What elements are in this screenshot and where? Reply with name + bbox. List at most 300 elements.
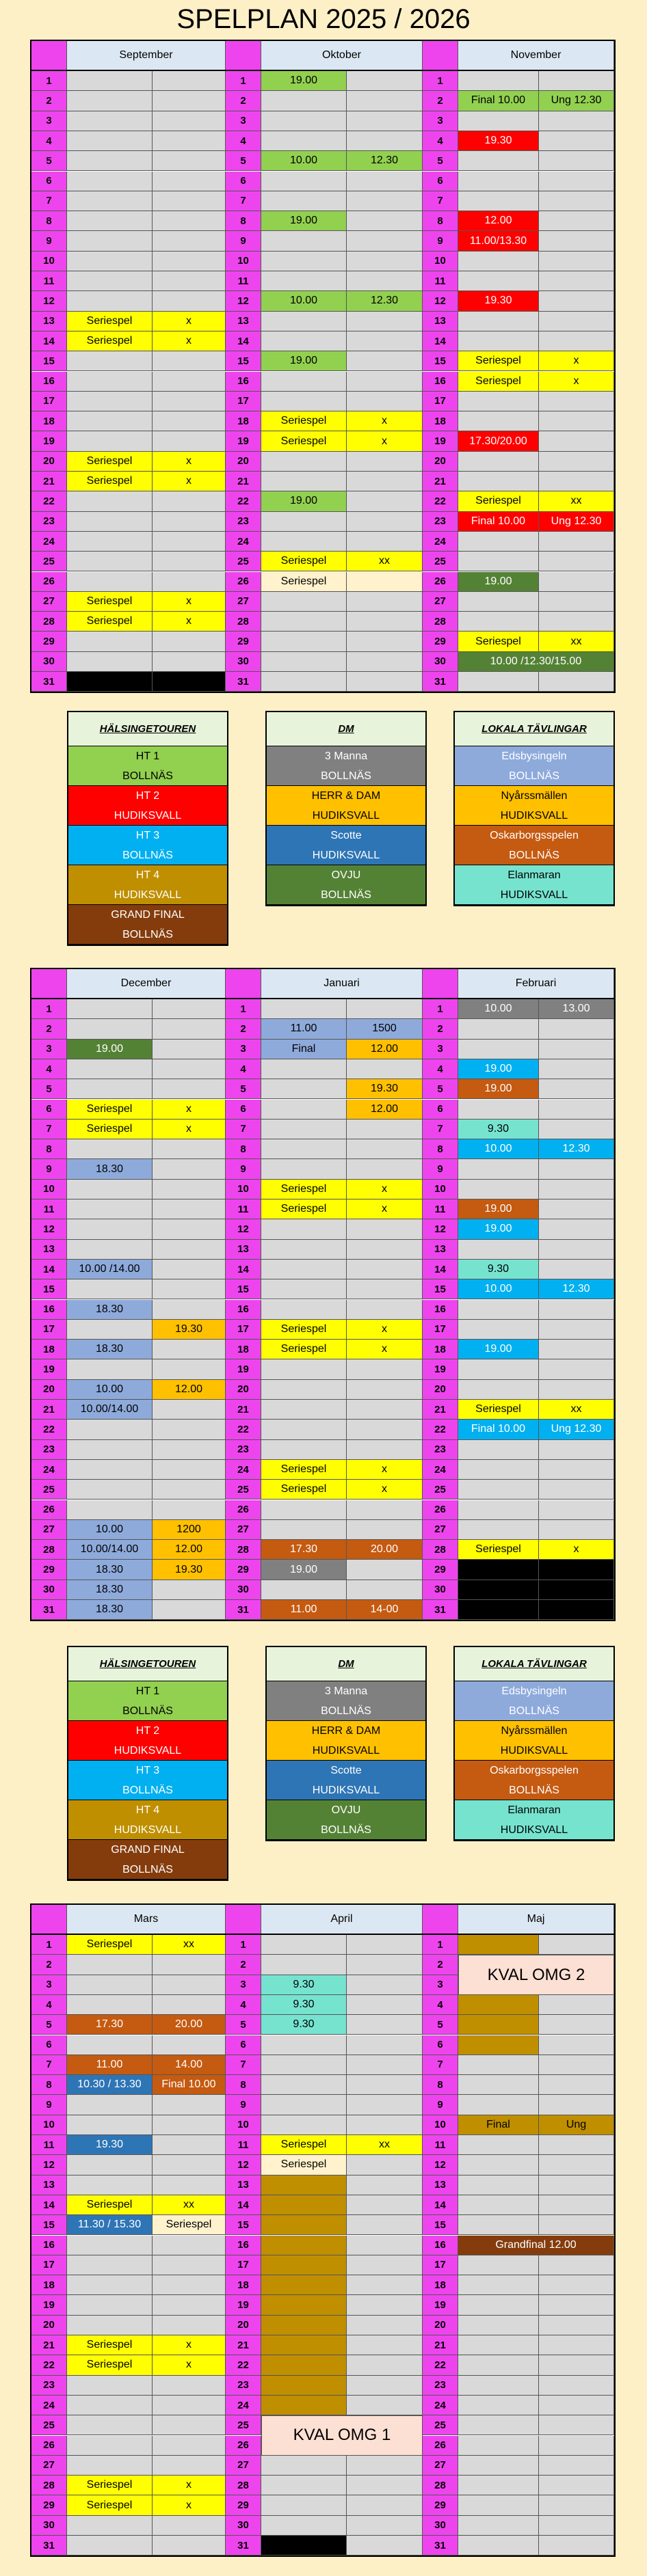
event-cell: 12.00 — [347, 1100, 423, 1119]
day-number: 23 — [423, 1440, 458, 1459]
day-number: 12 — [226, 291, 261, 310]
event-cell — [153, 111, 226, 131]
event-cell — [539, 1359, 614, 1379]
day-row — [31, 131, 614, 151]
day-row — [31, 1520, 614, 1540]
event-cell — [539, 2476, 614, 2495]
day-number: 1 — [226, 1935, 261, 1954]
event-cell — [458, 71, 539, 90]
day-number: 22 — [423, 491, 458, 511]
day-row — [31, 431, 614, 451]
event-cell: 11.00 — [261, 1600, 347, 1619]
event-cell — [67, 351, 153, 370]
day-row — [31, 612, 614, 632]
event-cell — [153, 392, 226, 411]
event-cell — [347, 652, 423, 671]
day-number: 8 — [31, 211, 67, 230]
event-cell — [153, 1420, 226, 1439]
day-row — [31, 1019, 614, 1039]
event-cell — [347, 2495, 423, 2514]
day-number: 21 — [423, 2335, 458, 2355]
event-cell — [458, 1359, 539, 1379]
day-number: 22 — [226, 1420, 261, 1439]
day-row — [31, 2236, 614, 2255]
event-cell — [67, 2095, 153, 2114]
day-row — [31, 291, 614, 311]
legend-item-location: BOLLNÄS — [321, 1705, 371, 1717]
day-number: 17 — [226, 2255, 261, 2275]
header-day-column — [423, 969, 458, 998]
day-number: 24 — [31, 532, 67, 551]
event-cell — [458, 1480, 539, 1499]
day-row — [31, 652, 614, 672]
day-number: 10 — [423, 2115, 458, 2134]
event-cell: x — [347, 411, 423, 431]
event-cell: Ung 12.30 — [539, 1420, 614, 1439]
event-cell — [458, 1040, 539, 1059]
event-cell — [153, 2115, 226, 2134]
event-cell — [153, 1059, 226, 1079]
event-cell: 19.30 — [458, 131, 539, 150]
day-number: 24 — [31, 2396, 67, 2415]
day-number: 10 — [31, 252, 67, 271]
day-number: 2 — [423, 91, 458, 110]
event-cell — [261, 231, 347, 250]
day-number: 26 — [423, 572, 458, 591]
day-number: 28 — [423, 1540, 458, 1559]
event-cell: Final — [458, 2115, 539, 2134]
event-cell: Seriespel — [458, 1540, 539, 1559]
event-cell — [67, 172, 153, 191]
day-row — [31, 1120, 614, 1139]
event-cell — [153, 1300, 226, 1319]
event-cell — [261, 2516, 347, 2535]
day-number: 28 — [31, 2476, 67, 2495]
event-cell — [539, 2335, 614, 2355]
legend-item-name: Elanmaran — [507, 1804, 561, 1816]
day-row — [31, 91, 614, 111]
event-cell — [67, 291, 153, 310]
event-cell — [347, 2095, 423, 2114]
day-row — [31, 1440, 614, 1460]
event-cell — [67, 999, 153, 1018]
event-cell — [261, 2115, 347, 2134]
day-number: 25 — [423, 552, 458, 571]
event-cell — [539, 2396, 614, 2415]
event-cell — [67, 672, 153, 691]
day-number: 1 — [226, 71, 261, 90]
event-cell — [347, 71, 423, 90]
event-cell — [539, 411, 614, 431]
legend-item-name: HT 3 — [135, 1764, 160, 1776]
legend-item — [455, 865, 613, 905]
event-cell — [539, 2516, 614, 2535]
event-cell — [458, 1440, 539, 1459]
header-day-column — [226, 969, 261, 998]
day-number: 16 — [31, 2236, 67, 2255]
event-cell: Seriespel — [458, 632, 539, 651]
event-cell — [153, 2316, 226, 2335]
day-number: 10 — [423, 1180, 458, 1199]
event-cell — [153, 532, 226, 551]
event-cell — [261, 632, 347, 651]
day-number: 20 — [31, 1380, 67, 1399]
legend-item — [455, 1721, 613, 1761]
day-number: 18 — [423, 411, 458, 431]
day-number: 8 — [226, 211, 261, 230]
event-cell — [153, 151, 226, 170]
event-cell: 19.00 — [458, 1219, 539, 1238]
day-number: 3 — [31, 111, 67, 131]
day-number: 28 — [31, 612, 67, 631]
day-number: 23 — [31, 2376, 67, 2395]
event-cell: 10.30 / 13.30 — [67, 2075, 153, 2094]
event-cell — [347, 2275, 423, 2294]
day-number: 22 — [423, 2355, 458, 2374]
event-cell — [153, 291, 226, 310]
event-cell — [347, 1560, 423, 1579]
day-number: 17 — [31, 2255, 67, 2275]
event-cell — [539, 572, 614, 591]
day-row — [31, 1260, 614, 1279]
day-number: 24 — [423, 532, 458, 551]
event-cell: 10.00 — [458, 1139, 539, 1158]
day-row — [31, 2476, 614, 2495]
day-row — [31, 2015, 614, 2035]
day-number: 30 — [31, 1580, 67, 1599]
event-cell — [458, 552, 539, 571]
legend-item-name: HT 2 — [135, 789, 160, 802]
event-cell — [153, 191, 226, 211]
day-number: 8 — [423, 211, 458, 230]
day-row — [31, 2376, 614, 2396]
day-row — [31, 1560, 614, 1580]
day-number: 3 — [423, 1040, 458, 1059]
event-cell — [153, 2436, 226, 2455]
event-cell — [261, 2376, 347, 2395]
legend-item-location: BOLLNÄS — [509, 1705, 559, 1717]
event-cell: Seriespel — [261, 411, 347, 431]
event-cell — [153, 2236, 226, 2255]
legend-item — [455, 1761, 613, 1800]
event-cell: x — [153, 2335, 226, 2355]
event-cell — [539, 532, 614, 551]
event-cell — [539, 1159, 614, 1178]
day-number: 5 — [423, 1079, 458, 1098]
day-number: 23 — [423, 2376, 458, 2395]
event-cell — [539, 231, 614, 250]
event-cell — [261, 2255, 347, 2275]
event-cell — [539, 1219, 614, 1238]
legend-item-location: HUDIKSVALL — [114, 809, 182, 822]
day-number: 25 — [226, 1480, 261, 1499]
event-cell — [458, 111, 539, 131]
day-number: 9 — [31, 2095, 67, 2114]
month-header-row — [31, 969, 614, 999]
event-cell — [67, 1420, 153, 1439]
event-cell — [539, 472, 614, 491]
event-cell — [153, 2175, 226, 2195]
day-number: 9 — [31, 1159, 67, 1178]
legend-item-name: 3 Manna — [324, 750, 368, 762]
event-cell — [458, 2035, 539, 2055]
day-number: 19 — [423, 1359, 458, 1379]
page-title: SPELPLAN 2025 / 2026 — [176, 4, 471, 34]
event-cell — [67, 491, 153, 511]
event-cell — [539, 2415, 614, 2435]
event-cell — [347, 271, 423, 290]
month-title: Maj — [458, 1905, 614, 1934]
day-number: 7 — [423, 1120, 458, 1139]
day-number: 29 — [423, 632, 458, 651]
event-cell — [539, 191, 614, 211]
event-cell — [458, 2415, 539, 2435]
event-cell: 12.00 — [153, 1540, 226, 1559]
day-number: 29 — [226, 1560, 261, 1579]
legend-item-location: HUDIKSVALL — [312, 849, 380, 861]
event-cell — [539, 1260, 614, 1279]
event-cell — [539, 1040, 614, 1059]
day-number: 2 — [31, 1019, 67, 1038]
day-number: 13 — [226, 312, 261, 331]
event-cell — [458, 252, 539, 271]
event-cell — [347, 2376, 423, 2395]
event-cell — [458, 1580, 539, 1599]
event-cell: Grandfinal 12.00 — [458, 2236, 614, 2255]
day-row — [31, 1139, 614, 1159]
day-number: 9 — [423, 231, 458, 250]
event-cell — [153, 1240, 226, 1259]
legend-item-location: BOLLNÄS — [122, 849, 173, 861]
day-number: 4 — [423, 131, 458, 150]
event-cell — [153, 1199, 226, 1219]
event-cell — [153, 411, 226, 431]
day-number: 6 — [423, 1100, 458, 1119]
month-title: Mars — [67, 1905, 226, 1934]
day-number: 15 — [31, 351, 67, 370]
event-cell — [261, 1279, 347, 1299]
event-cell — [458, 2495, 539, 2514]
month-title: Januari — [261, 969, 423, 998]
day-number: 25 — [423, 2415, 458, 2435]
event-cell — [261, 191, 347, 211]
event-cell — [67, 91, 153, 110]
day-number: 14 — [226, 331, 261, 351]
event-cell — [539, 2155, 614, 2174]
kval-box: KVAL OMG 2 — [458, 1955, 614, 1995]
event-cell — [153, 632, 226, 651]
legend-item-name: HERR & DAM — [311, 1724, 381, 1737]
day-number: 8 — [226, 1139, 261, 1158]
event-cell — [67, 411, 153, 431]
event-cell — [261, 672, 347, 691]
event-cell — [539, 1600, 614, 1619]
day-number: 22 — [31, 491, 67, 511]
calendar-block — [30, 40, 616, 693]
day-number: 16 — [31, 1300, 67, 1319]
event-cell: Seriespel — [67, 2495, 153, 2514]
event-cell: Seriespel — [153, 2215, 226, 2234]
event-cell — [539, 1560, 614, 1579]
header-day-column — [31, 969, 67, 998]
event-cell — [539, 2075, 614, 2094]
day-row — [31, 1240, 614, 1260]
event-cell: 19.00 — [458, 1059, 539, 1079]
day-number: 7 — [423, 2055, 458, 2074]
day-number: 31 — [423, 2536, 458, 2555]
event-cell: 10.00/14.00 — [67, 1400, 153, 1419]
day-number: 23 — [226, 1440, 261, 1459]
event-cell — [261, 91, 347, 110]
event-cell — [539, 1059, 614, 1079]
day-number: 15 — [31, 1279, 67, 1299]
event-cell — [67, 372, 153, 391]
event-cell — [347, 91, 423, 110]
month-header-row — [31, 41, 614, 71]
event-cell: 19.00 — [458, 572, 539, 591]
event-cell — [67, 2115, 153, 2134]
event-cell — [67, 2456, 153, 2475]
event-cell — [261, 2295, 347, 2314]
day-row — [31, 211, 614, 231]
event-cell — [67, 632, 153, 651]
day-row — [31, 1935, 614, 1955]
event-cell: 12.30 — [539, 1279, 614, 1299]
day-number: 6 — [31, 2035, 67, 2055]
event-cell — [539, 1180, 614, 1199]
event-cell: 19.00 — [458, 1079, 539, 1098]
month-title: Oktober — [261, 41, 423, 70]
legend-item-location: HUDIKSVALL — [500, 809, 568, 822]
day-number: 20 — [31, 2316, 67, 2335]
event-cell — [539, 1320, 614, 1339]
event-cell — [539, 2195, 614, 2214]
event-cell — [153, 572, 226, 591]
event-cell — [458, 592, 539, 611]
day-number: 14 — [423, 331, 458, 351]
event-cell — [153, 1040, 226, 1059]
day-number: 13 — [31, 1240, 67, 1259]
event-cell — [539, 1935, 614, 1954]
event-cell: xx — [347, 552, 423, 571]
event-cell — [539, 592, 614, 611]
day-number: 19 — [226, 431, 261, 450]
event-cell: x — [153, 472, 226, 491]
event-cell: Final 10.00 — [458, 1420, 539, 1439]
event-cell — [347, 191, 423, 211]
legend-item-location: BOLLNÄS — [122, 1705, 173, 1717]
event-cell: x — [153, 2495, 226, 2514]
event-cell — [347, 532, 423, 551]
header-day-column — [31, 1905, 67, 1934]
event-cell: 17.30 — [261, 1540, 347, 1559]
event-cell — [67, 2175, 153, 2195]
event-cell — [67, 2255, 153, 2275]
event-cell — [539, 2095, 614, 2114]
day-number: 14 — [226, 2195, 261, 2214]
day-number: 20 — [423, 452, 458, 471]
day-number: 11 — [423, 2135, 458, 2154]
event-cell — [347, 672, 423, 691]
event-cell: Seriespel — [67, 2355, 153, 2374]
day-row — [31, 1040, 614, 1059]
event-cell: Seriespel — [261, 552, 347, 571]
day-row — [31, 2516, 614, 2536]
day-number: 19 — [31, 431, 67, 450]
day-number: 18 — [423, 1340, 458, 1359]
event-cell — [539, 111, 614, 131]
event-cell — [458, 2355, 539, 2374]
event-cell — [261, 1139, 347, 1158]
day-row — [31, 151, 614, 171]
event-cell: Seriespel — [67, 331, 153, 351]
event-cell: Final 10.00 — [458, 512, 539, 531]
day-number: 18 — [31, 1340, 67, 1359]
event-cell — [153, 1955, 226, 1974]
event-cell: Seriespel — [67, 1120, 153, 1139]
day-number: 8 — [226, 2075, 261, 2094]
day-number: 9 — [423, 2095, 458, 2114]
event-cell: 17.30 — [67, 2015, 153, 2034]
event-cell — [261, 1159, 347, 1178]
event-cell — [153, 2275, 226, 2294]
day-number: 26 — [31, 2436, 67, 2455]
event-cell — [458, 1995, 539, 2014]
event-cell: 20.00 — [347, 1540, 423, 1559]
calendar-block — [30, 968, 616, 1621]
event-cell: x — [539, 1540, 614, 1559]
event-cell: x — [347, 1199, 423, 1219]
day-number: 22 — [423, 1420, 458, 1439]
day-row — [31, 1359, 614, 1379]
event-cell — [261, 1100, 347, 1119]
legend-item-location: BOLLNÄS — [509, 849, 559, 861]
day-number: 30 — [226, 652, 261, 671]
day-number: 10 — [31, 2115, 67, 2134]
event-cell — [458, 2175, 539, 2195]
day-number: 26 — [31, 572, 67, 591]
event-cell: x — [153, 2476, 226, 2495]
day-number: 10 — [423, 252, 458, 271]
day-number: 5 — [31, 1079, 67, 1098]
event-cell — [67, 2436, 153, 2455]
day-number: 31 — [226, 672, 261, 691]
event-cell — [67, 1279, 153, 1299]
event-cell: Seriespel — [458, 372, 539, 391]
event-cell: Ung — [539, 2115, 614, 2134]
event-cell — [67, 191, 153, 211]
day-number: 11 — [226, 2135, 261, 2154]
day-number: 16 — [226, 372, 261, 391]
event-cell: Seriespel — [261, 572, 347, 591]
event-cell — [539, 431, 614, 450]
event-cell — [458, 2095, 539, 2114]
event-cell — [458, 532, 539, 551]
event-cell — [67, 2155, 153, 2174]
event-cell — [347, 572, 423, 591]
event-cell — [153, 512, 226, 531]
day-number: 27 — [226, 2456, 261, 2475]
day-number: 28 — [31, 1540, 67, 1559]
day-row — [31, 2275, 614, 2295]
event-cell — [261, 1300, 347, 1319]
event-cell — [153, 372, 226, 391]
event-cell — [347, 1500, 423, 1519]
day-number: 3 — [423, 111, 458, 131]
event-cell — [261, 2175, 347, 2195]
day-number: 23 — [226, 512, 261, 531]
day-number: 12 — [423, 1219, 458, 1238]
